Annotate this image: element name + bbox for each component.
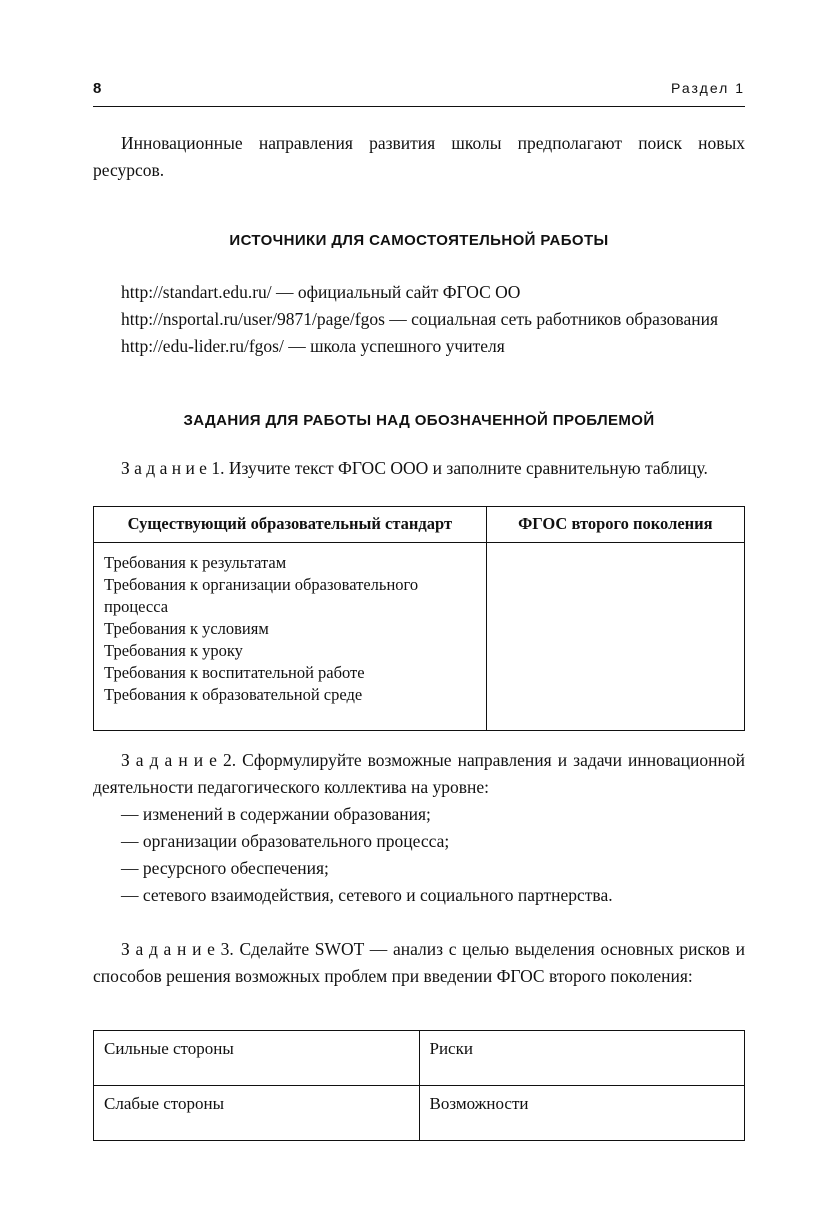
table-header-row — [94, 507, 745, 543]
task2-block — [93, 747, 745, 909]
swot-table — [93, 1030, 745, 1141]
swot-row — [94, 1086, 745, 1141]
requirement-line: Требования к уроку — [104, 641, 243, 660]
swot-cell-strengths: Сильные стороны — [94, 1031, 420, 1086]
swot-cell-weaknesses: Слабые стороны — [94, 1086, 420, 1141]
table-header-fgos: ФГОС второго поколения — [486, 507, 744, 543]
task2-list-item: — организации образовательного процесса; — [121, 831, 450, 851]
swot-cell-opportunities: Возможности — [419, 1086, 745, 1141]
comparison-table — [93, 506, 745, 731]
task2-paragraph: З а д а н и е 2. Сформулируйте возможные направления и задачи инновационной деятельности педагогического коллектива на уровне: — [93, 750, 745, 797]
source-item: http://nsportal.ru/user/9871/page/fgos — социальная сеть работников образования — [121, 309, 718, 329]
requirements-cell — [94, 543, 487, 731]
table-body-row — [94, 543, 745, 731]
requirement-line: Требования к воспитательной работе — [104, 663, 365, 682]
intro-paragraph: Инновационные направления развития школы предполагают поиск новых ресурсов. — [93, 133, 745, 180]
swot-cell-risks: Риски — [419, 1031, 745, 1086]
table-header-existing-standard: Существующий образовательный стандарт — [94, 507, 487, 543]
page-number: 8 — [93, 80, 102, 97]
page-header — [93, 80, 745, 107]
task3-paragraph: З а д а н и е 3. Сделайте SWOT — анализ с целью выделения основных рисков и способов решения возможных проблем при введении ФГОС второго поколения: — [93, 939, 745, 986]
task2-list-item: — изменений в содержании образования; — [121, 804, 431, 824]
task2-list-item: — ресурсного обеспечения; — [121, 858, 329, 878]
requirement-line: Требования к образовательной среде — [104, 685, 363, 704]
fgos-empty-cell — [486, 543, 744, 731]
source-item: http://edu-lider.ru/fgos/ — школа успешного учителя — [121, 336, 505, 356]
task2-list-item: — сетевого взаимодействия, сетевого и социального партнерства. — [121, 885, 613, 905]
tasks-heading: ЗАДАНИЯ ДЛЯ РАБОТЫ НАД ОБОЗНАЧЕННОЙ ПРОБЛЕМОЙ — [183, 412, 655, 429]
swot-row — [94, 1031, 745, 1086]
section-label: Раздел 1 — [671, 80, 745, 96]
requirement-line: Требования к организации образовательного процесса — [104, 575, 419, 616]
source-item: http://standart.edu.ru/ — официальный сайт ФГОС ОО — [121, 282, 521, 302]
sources-heading: ИСТОЧНИКИ ДЛЯ САМОСТОЯТЕЛЬНОЙ РАБОТЫ — [229, 232, 609, 249]
requirement-line: Требования к результатам — [104, 553, 287, 572]
task1-paragraph: З а д а н и е 1. Изучите текст ФГОС ООО и заполните сравнительную таблицу. — [121, 458, 708, 478]
requirement-line: Требования к условиям — [104, 619, 269, 638]
